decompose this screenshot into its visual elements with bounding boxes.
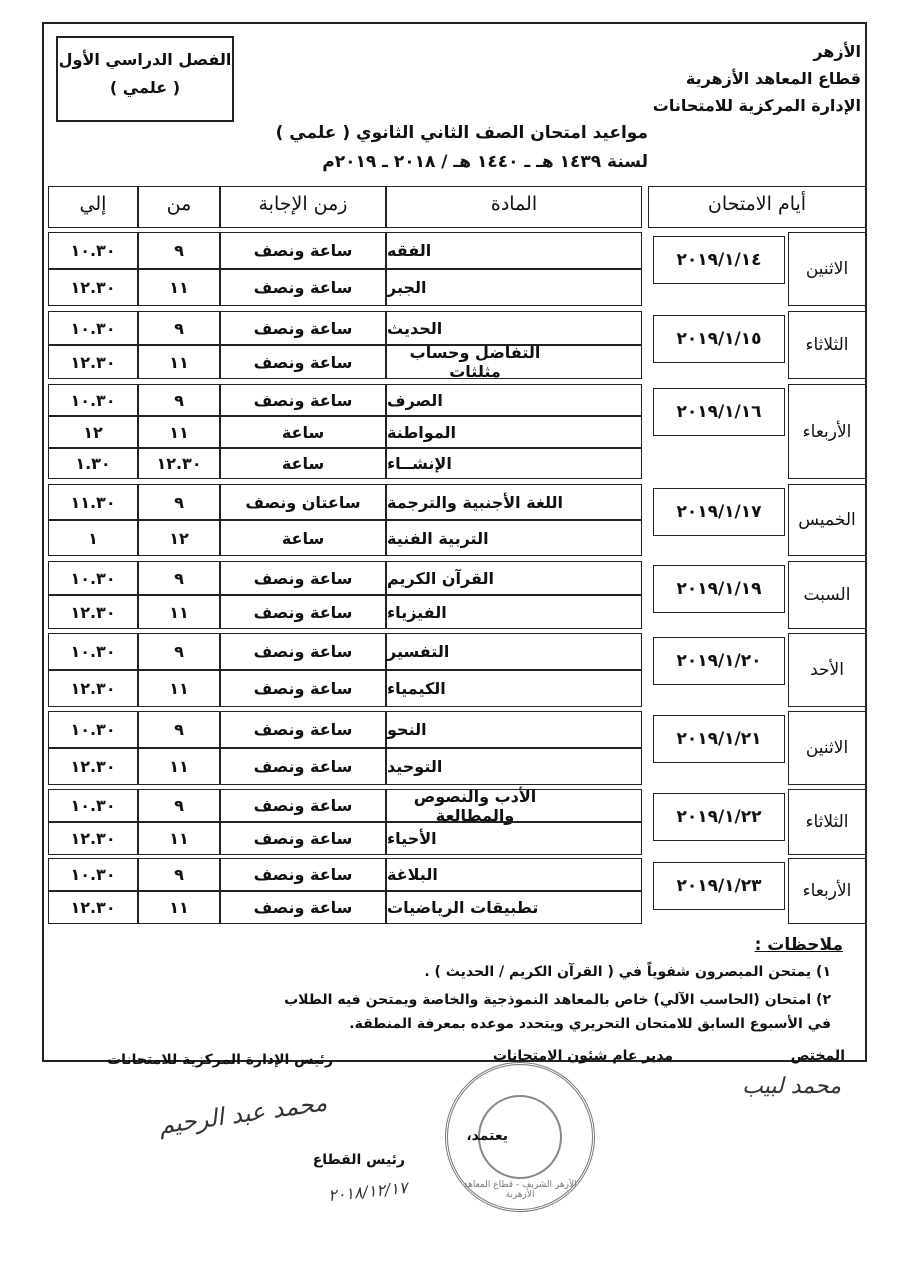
to-cell: ١٢.٣٠ <box>48 822 138 855</box>
subject-cell: اللغة الأجنبية والترجمة <box>386 484 642 520</box>
org-header <box>561 38 861 119</box>
from-cell: ٩ <box>138 858 220 891</box>
from-cell: ١١ <box>138 748 220 785</box>
to-cell: ١٠.٣٠ <box>48 858 138 891</box>
date-cell: ٢٠١٩/١/١٦ <box>653 388 785 436</box>
duration-cell: ساعة ونصف <box>220 595 386 629</box>
to-cell: ١٢.٣٠ <box>48 891 138 924</box>
day-cell: الاثنين <box>788 711 866 785</box>
duration-cell: ساعة ونصف <box>220 711 386 748</box>
note-2: ٢) امتحان (الحاسب الآلي) خاص بالمعاهد النموذجية والخاصة ويمتحن فيه الطلاب <box>284 992 831 1008</box>
sig-director: مدير عام شئون الامتحانات <box>492 1048 673 1064</box>
date-cell: ٢٠١٩/١/١٧ <box>653 488 785 536</box>
duration-cell: ساعة <box>220 416 386 448</box>
to-cell: ١١.٣٠ <box>48 484 138 520</box>
subject-cell: التفسير <box>386 633 642 670</box>
from-cell: ٩ <box>138 484 220 520</box>
from-cell: ١٢.٣٠ <box>138 448 220 479</box>
from-cell: ٩ <box>138 633 220 670</box>
header-subject: المادة <box>386 186 642 228</box>
date-cell: ٢٠١٩/١/٢١ <box>653 715 785 763</box>
sig-sector-head: رئيس القطاع <box>312 1152 405 1168</box>
to-cell: ١٠.٣٠ <box>48 311 138 345</box>
subject-cell: القرآن الكريم <box>386 561 642 595</box>
to-cell: ١٠.٣٠ <box>48 789 138 822</box>
sig-specialist: المختص <box>790 1048 845 1064</box>
org-line-2: قطاع المعاهد الأزهرية <box>685 69 861 88</box>
subject-cell: الفقه <box>386 232 642 269</box>
subject-cell: الفيزياء <box>386 595 642 629</box>
day-cell: السبت <box>788 561 866 629</box>
subject-cell: الكيمياء <box>386 670 642 707</box>
day-cell: الأربعاء <box>788 384 866 479</box>
duration-cell: ساعة ونصف <box>220 858 386 891</box>
page-title: مواعيد امتحان الصف الثاني الثانوي ( علمي ) <box>275 123 648 143</box>
duration-cell: ساعة ونصف <box>220 269 386 306</box>
day-cell: الأحد <box>788 633 866 707</box>
subject-cell: البلاغة <box>386 858 642 891</box>
from-cell: ١١ <box>138 891 220 924</box>
duration-cell: ساعة ونصف <box>220 311 386 345</box>
subject-cell: التفاضل وحساب مثلثات <box>386 345 642 379</box>
header-days: أيام الامتحان <box>648 186 866 228</box>
to-cell: ١٠.٣٠ <box>48 633 138 670</box>
to-cell: ١٢.٣٠ <box>48 748 138 785</box>
to-cell: ١٠.٣٠ <box>48 561 138 595</box>
subject-cell: النحو <box>386 711 642 748</box>
to-cell: ١.٣٠ <box>48 448 138 479</box>
day-cell: الاثنين <box>788 232 866 306</box>
from-cell: ٩ <box>138 311 220 345</box>
date-cell: ٢٠١٩/١/٢٠ <box>653 637 785 685</box>
notes-title: ملاحظات : <box>754 935 843 955</box>
to-cell: ١٠.٣٠ <box>48 232 138 269</box>
duration-cell: ساعة <box>220 520 386 556</box>
subject-cell: المواطنة <box>386 416 642 448</box>
from-cell: ٩ <box>138 711 220 748</box>
to-cell: ١ <box>48 520 138 556</box>
duration-cell: ساعتان ونصف <box>220 484 386 520</box>
header-from: من <box>138 186 220 228</box>
from-cell: ٩ <box>138 384 220 416</box>
subject-cell: الأحياء <box>386 822 642 855</box>
subject-cell: تطبيقات الرياضيات <box>386 891 642 924</box>
day-cell: الأربعاء <box>788 858 866 924</box>
page-subtitle: لسنة ١٤٣٩ هـ ـ ١٤٤٠ هـ / ٢٠١٨ ـ ٢٠١٩م <box>322 152 648 172</box>
duration-cell: ساعة ونصف <box>220 891 386 924</box>
note-1: ١) يمتحن المبصرون شفوياً في ( القرآن الكريم / الحديث ) . <box>424 964 831 980</box>
org-line-1: الأزهر <box>813 42 861 61</box>
day-cell: الثلاثاء <box>788 311 866 379</box>
handwritten-head: محمد عبد الرحيم <box>157 1088 330 1140</box>
header-duration: زمن الإجابة <box>220 186 386 228</box>
to-cell: ١٠.٣٠ <box>48 384 138 416</box>
note-3: في الأسبوع السابق للامتحان التحريري ويتحدد موعده بمعرفة المنطقة. <box>349 1016 831 1032</box>
to-cell: ١٢.٣٠ <box>48 269 138 306</box>
from-cell: ١١ <box>138 595 220 629</box>
semester-line-1: الفصل الدراسي الأول <box>58 50 232 69</box>
duration-cell: ساعة ونصف <box>220 384 386 416</box>
handwritten-specialist: محمد لبيب <box>742 1074 841 1099</box>
duration-cell: ساعة <box>220 448 386 479</box>
subject-cell: الصرف <box>386 384 642 416</box>
from-cell: ١١ <box>138 345 220 379</box>
handwritten-date: ٢٠١٨/١٢/١٧ <box>327 1177 409 1206</box>
sig-approved: يعتمد، <box>466 1128 508 1144</box>
to-cell: ١٢.٣٠ <box>48 670 138 707</box>
day-cell: الثلاثاء <box>788 789 866 855</box>
from-cell: ١١ <box>138 269 220 306</box>
duration-cell: ساعة ونصف <box>220 561 386 595</box>
date-cell: ٢٠١٩/١/١٩ <box>653 565 785 613</box>
from-cell: ٩ <box>138 561 220 595</box>
duration-cell: ساعة ونصف <box>220 232 386 269</box>
header-to: إلي <box>48 186 138 228</box>
from-cell: ١١ <box>138 670 220 707</box>
date-cell: ٢٠١٩/١/٢٣ <box>653 862 785 910</box>
subject-cell: الأدب والنصوص والمطالعة <box>386 789 642 822</box>
sig-head: رئيس الإدارة المركزية للامتحانات <box>107 1052 333 1068</box>
duration-cell: ساعة ونصف <box>220 822 386 855</box>
duration-cell: ساعة ونصف <box>220 670 386 707</box>
date-cell: ٢٠١٩/١/١٤ <box>653 236 785 284</box>
to-cell: ١٠.٣٠ <box>48 711 138 748</box>
day-cell: الخميس <box>788 484 866 556</box>
to-cell: ١٢ <box>48 416 138 448</box>
to-cell: ١٢.٣٠ <box>48 345 138 379</box>
duration-cell: ساعة ونصف <box>220 345 386 379</box>
from-cell: ١١ <box>138 416 220 448</box>
subject-cell: التوحيد <box>386 748 642 785</box>
duration-cell: ساعة ونصف <box>220 789 386 822</box>
semester-line-2: ( علمي ) <box>109 78 181 97</box>
date-cell: ٢٠١٩/١/٢٢ <box>653 793 785 841</box>
duration-cell: ساعة ونصف <box>220 748 386 785</box>
date-cell: ٢٠١٩/١/١٥ <box>653 315 785 363</box>
from-cell: ١٢ <box>138 520 220 556</box>
subject-cell: الإنشــاء <box>386 448 642 479</box>
to-cell: ١٢.٣٠ <box>48 595 138 629</box>
semester-box <box>56 36 234 122</box>
subject-cell: الجبر <box>386 269 642 306</box>
org-line-3: الإدارة المركزية للامتحانات <box>652 96 861 115</box>
from-cell: ١١ <box>138 822 220 855</box>
subject-cell: التربية الفنية <box>386 520 642 556</box>
from-cell: ٩ <box>138 789 220 822</box>
subject-cell: الحديث <box>386 311 642 345</box>
duration-cell: ساعة ونصف <box>220 633 386 670</box>
stamp-text: الأزهر الشريف - قطاع المعاهد الأزهرية <box>463 1180 577 1200</box>
from-cell: ٩ <box>138 232 220 269</box>
